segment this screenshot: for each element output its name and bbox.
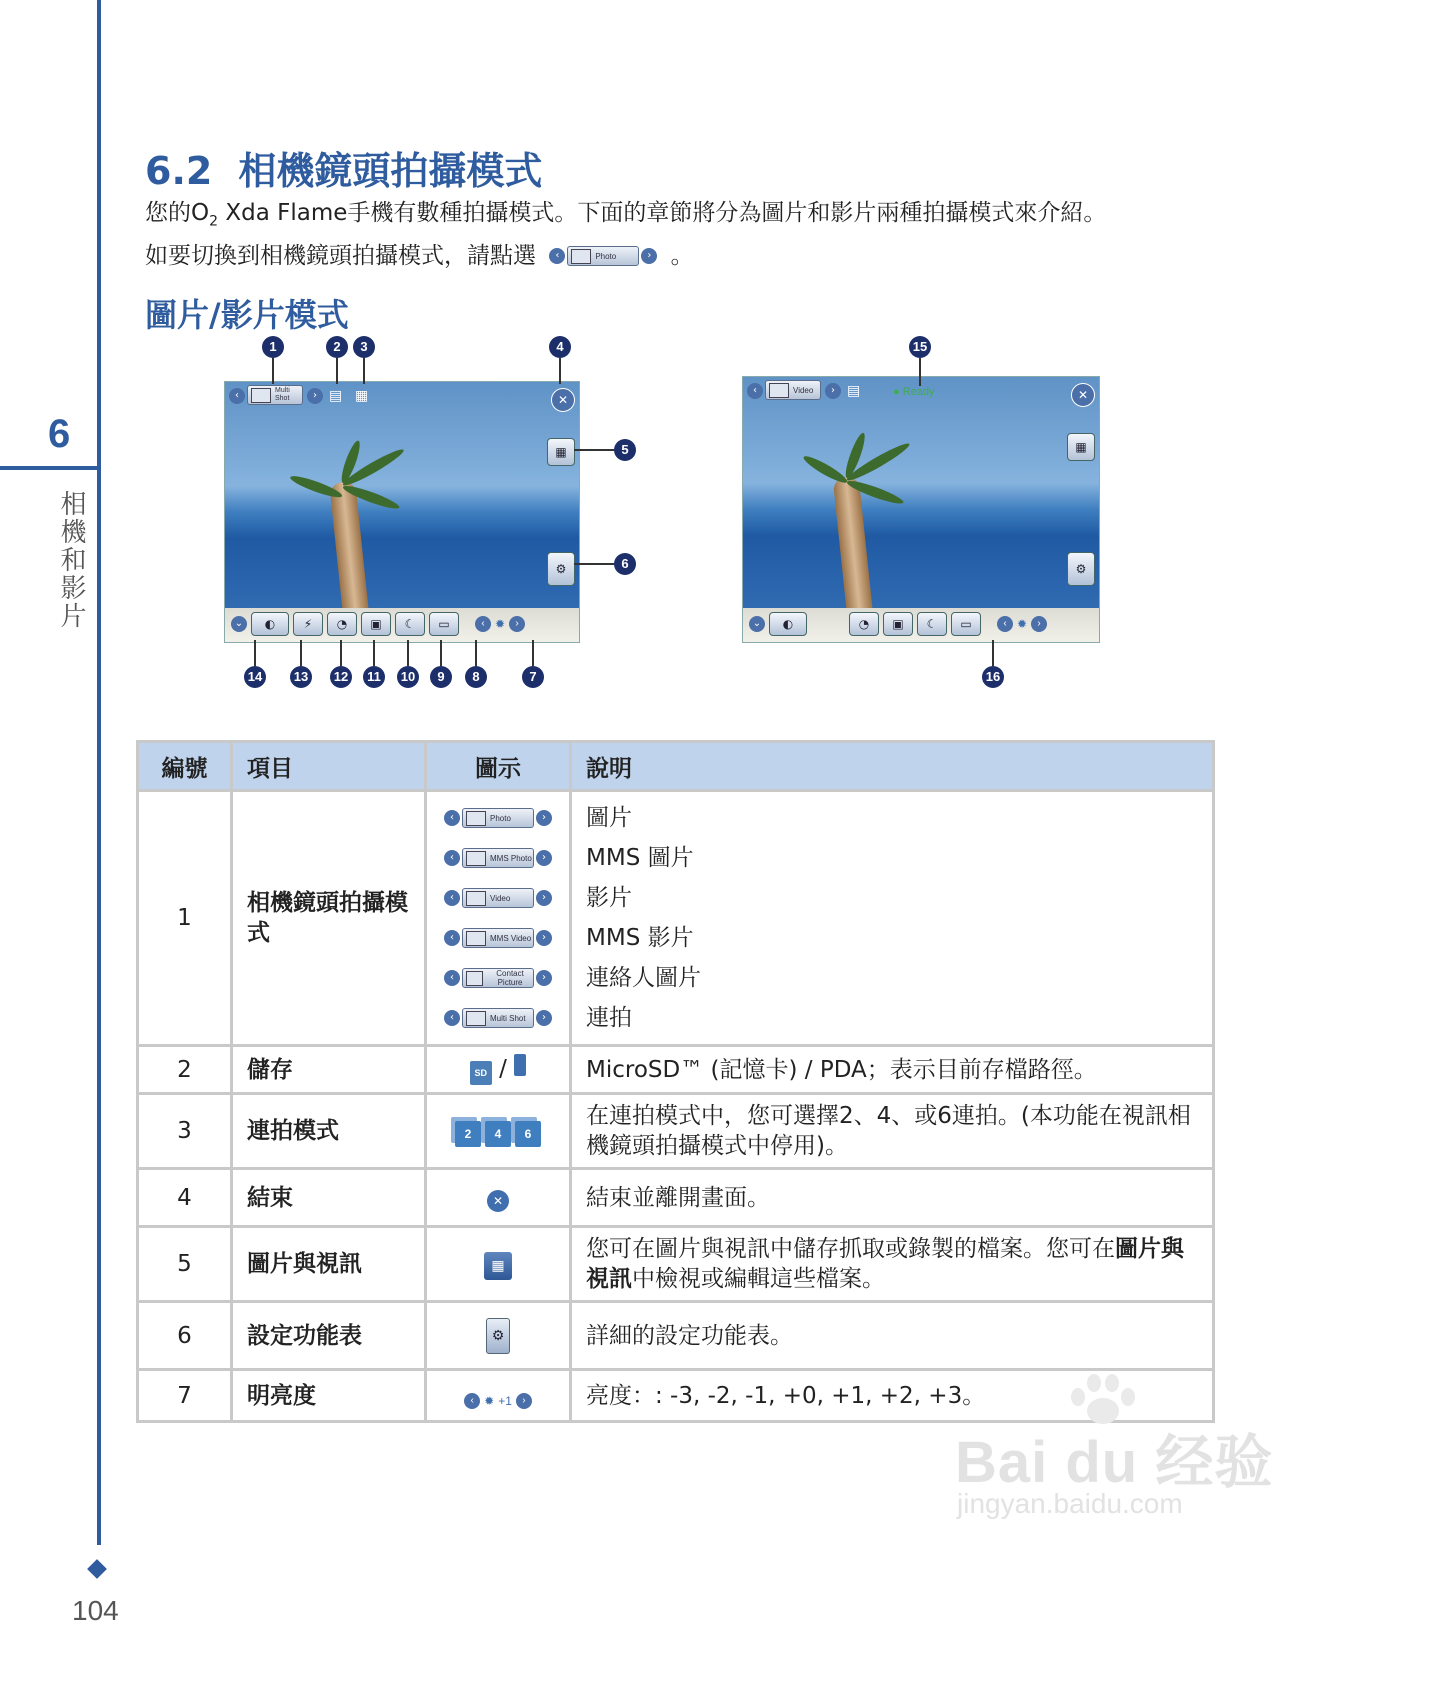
burst-2-icon: 2 — [455, 1121, 481, 1147]
row-description: 在連拍模式中，您可選擇2、4、或6連拍。(本功能在視訊相機鏡頭拍攝模式中停用)。 — [571, 1094, 1214, 1169]
close-button[interactable]: ✕ — [551, 388, 575, 412]
multi-shot-mode-icon: ‹ Multi Shot › — [444, 1008, 552, 1028]
row-number: 5 — [138, 1227, 232, 1302]
intro-text: 您的O — [145, 200, 210, 226]
callout-6: 6 — [614, 553, 636, 575]
callout-12: 12 — [330, 666, 352, 688]
leader-line — [300, 640, 302, 666]
zoom-button[interactable]: ▭ — [429, 612, 459, 636]
mode-prev-button[interactable]: ‹ — [747, 383, 763, 399]
intro-paragraph — [145, 196, 1106, 273]
row-number: 6 — [138, 1302, 232, 1370]
feature-table — [136, 740, 1215, 1423]
callout-4: 4 — [549, 336, 571, 358]
intro-line-1 — [145, 196, 1106, 239]
leader-line — [574, 449, 614, 451]
bottom-toolbar — [225, 606, 579, 642]
subsection-title: 圖片/影片模式 — [145, 296, 349, 334]
capture-mode-button[interactable]: ◐ — [769, 612, 807, 636]
leader-line — [559, 358, 561, 384]
row-item: 儲存 — [232, 1046, 426, 1094]
desc-line: MMS 影片 — [586, 925, 694, 951]
chapter-label: 相機和影片 — [56, 490, 86, 630]
row-icon — [426, 1302, 571, 1370]
callout-14: 14 — [244, 666, 266, 688]
close-icon: ✕ — [487, 1190, 509, 1212]
row-icon — [426, 1370, 571, 1422]
row-description: MicroSD™ (記憶卡) / PDA；表示目前存檔路徑。 — [571, 1046, 1214, 1094]
capture-mode-button[interactable]: ◐ — [251, 612, 289, 636]
callout-2: 2 — [326, 336, 348, 358]
row-description: 結束並離開畫面。 — [571, 1169, 1214, 1227]
toolbar-toggle-button[interactable]: ⌄ — [749, 616, 765, 632]
leader-line — [919, 358, 921, 386]
leader-line — [272, 358, 274, 384]
row-item: 結束 — [232, 1169, 426, 1227]
video-mode-icon: ‹ Video › — [444, 888, 552, 908]
row-description: 您可在圖片與視訊中儲存抓取或錄製的檔案。您可在圖片與視訊中檢視或編輯這些檔案。 — [571, 1227, 1214, 1302]
settings-button[interactable]: ⚙ — [547, 552, 575, 586]
section-title-text: 相機鏡頭拍攝模式 — [238, 149, 543, 193]
mode-next-button[interactable]: › — [825, 383, 841, 399]
row-description: 亮度：: -3, -2, -1, +0, +1, +2, +3。 — [571, 1370, 1214, 1422]
callout-15: 15 — [909, 336, 931, 358]
photo-mode-icon — [549, 246, 657, 266]
album-button[interactable]: ▦ — [547, 438, 575, 466]
mms-video-mode-icon: ‹ MMS Video › — [444, 928, 552, 948]
row-icon — [426, 1169, 571, 1227]
callout-10: 10 — [397, 666, 419, 688]
top-toolbar — [225, 382, 579, 412]
timer-button[interactable]: ◔ — [849, 612, 879, 636]
burst-4-icon: 4 — [485, 1121, 511, 1147]
brightness-control[interactable]: ‹ ✹ › — [997, 616, 1047, 632]
callout-7: 7 — [522, 666, 544, 688]
row-item: 圖片與視訊 — [232, 1227, 426, 1302]
callout-5: 5 — [614, 439, 636, 461]
resolution-button[interactable]: ▣ — [883, 612, 913, 636]
burst-mode-icon[interactable]: ▦ — [355, 388, 369, 404]
page-number: 104 — [72, 1595, 119, 1626]
row-item: 相機鏡頭拍攝模式 — [232, 791, 426, 1046]
album-button[interactable]: ▦ — [1067, 433, 1095, 461]
table-row — [138, 1302, 1214, 1370]
bottom-toolbar — [743, 606, 1099, 642]
header-number: 編號 — [138, 742, 232, 791]
microsd-icon: SD — [470, 1061, 492, 1085]
camera-icon: Photo — [567, 246, 639, 266]
callout-11: 11 — [363, 666, 385, 688]
row-number: 2 — [138, 1046, 232, 1094]
burst-6-icon: 6 — [515, 1121, 541, 1147]
leader-line — [532, 640, 534, 666]
album-icon: ▦ — [484, 1252, 512, 1280]
timer-button[interactable]: ◔ — [327, 612, 357, 636]
intro-line-2 — [145, 239, 1106, 273]
intro-text: 。 — [670, 242, 694, 269]
intro-subscript: 2 — [209, 213, 219, 230]
desc-line: MMS 圖片 — [586, 845, 694, 871]
night-mode-button[interactable]: ☾ — [395, 612, 425, 636]
row-item: 連拍模式 — [232, 1094, 426, 1169]
desc-line: 連拍 — [586, 1005, 632, 1031]
resolution-button[interactable]: ▣ — [361, 612, 391, 636]
recording-limit-button[interactable]: ▭ — [951, 612, 981, 636]
leader-line — [475, 640, 477, 666]
baidu-watermark — [955, 1370, 1275, 1540]
leader-line — [992, 640, 994, 666]
leader-line — [336, 358, 338, 384]
intro-text: Xda Flame手機有數種拍攝模式。下面的章節將分為圖片和影片兩種拍攝模式來介紹。 — [218, 200, 1107, 226]
callout-13: 13 — [290, 666, 312, 688]
leader-line — [340, 640, 342, 666]
desc-line: 連絡人圖片 — [586, 965, 701, 991]
section-title — [145, 140, 542, 195]
leader-line — [574, 563, 614, 565]
table-row — [138, 1094, 1214, 1169]
leader-line — [373, 640, 375, 666]
desc-line: 影片 — [586, 885, 632, 911]
settings-icon: ⚙ — [486, 1318, 510, 1354]
section-number: 6.2 — [145, 149, 213, 193]
brightness-control[interactable]: ‹ ✹ › — [475, 616, 525, 632]
callout-8: 8 — [465, 666, 487, 688]
night-mode-button[interactable]: ☾ — [917, 612, 947, 636]
table-row — [138, 791, 1214, 1046]
leader-line — [440, 640, 442, 666]
header-item: 項目 — [232, 742, 426, 791]
row-item: 明亮度 — [232, 1370, 426, 1422]
left-arrow-icon: ‹ — [549, 248, 565, 264]
leader-line — [407, 640, 409, 666]
row-description — [571, 791, 1214, 1046]
row-item: 設定功能表 — [232, 1302, 426, 1370]
table-row — [138, 1169, 1214, 1227]
row-icon — [426, 1046, 571, 1094]
mode-button[interactable]: Multi Shot — [247, 385, 303, 405]
row-icon — [426, 791, 571, 1046]
photo-mode-icon: ‹ Photo › — [444, 808, 552, 828]
right-arrow-icon: › — [641, 248, 657, 264]
status-indicator: ● Ready — [893, 386, 935, 398]
table-row — [138, 1227, 1214, 1302]
callout-9: 9 — [430, 666, 452, 688]
storage-icon[interactable]: ▤ — [329, 388, 343, 404]
mode-button[interactable]: Video — [765, 380, 821, 400]
toolbar-toggle-button[interactable]: ⌄ — [231, 616, 247, 632]
leader-line — [363, 358, 365, 384]
row-number: 7 — [138, 1370, 232, 1422]
row-number: 1 — [138, 791, 232, 1046]
row-icon — [426, 1094, 571, 1169]
storage-icon[interactable]: ▤ — [847, 383, 861, 399]
chapter-divider — [0, 466, 100, 470]
camera-screen-video — [742, 376, 1100, 643]
header-icon: 圖示 — [426, 742, 571, 791]
settings-button[interactable]: ⚙ — [1067, 552, 1095, 586]
camera-screen-photo — [224, 381, 580, 643]
callout-1: 1 — [262, 336, 284, 358]
pda-icon — [514, 1054, 526, 1076]
sidebar-rule — [97, 0, 101, 1545]
row-number: 4 — [138, 1169, 232, 1227]
desc-line: 圖片 — [586, 805, 632, 831]
close-button[interactable]: ✕ — [1071, 383, 1095, 407]
callout-16: 16 — [982, 666, 1004, 688]
icon-separator: / — [499, 1056, 507, 1082]
watermark-url: jingyan.baidu.com — [957, 1488, 1183, 1519]
brightness-icon: ‹ ✹ +1 › — [464, 1393, 532, 1409]
intro-text: 如要切換到相機鏡頭拍攝模式，請點選 — [145, 242, 536, 269]
flash-button[interactable]: ⚡ — [293, 612, 323, 636]
mode-next-button[interactable]: › — [307, 388, 323, 404]
row-description: 詳細的設定功能表。 — [571, 1302, 1214, 1370]
row-number: 3 — [138, 1094, 232, 1169]
leader-line — [254, 640, 256, 666]
diamond-icon — [87, 1559, 107, 1579]
watermark-logo: Bai du 经验 — [955, 1430, 1274, 1495]
header-description: 說明 — [571, 742, 1214, 791]
row-icon — [426, 1227, 571, 1302]
mode-prev-button[interactable]: ‹ — [229, 388, 245, 404]
chapter-number: 6 — [48, 412, 71, 456]
top-toolbar — [743, 377, 1099, 407]
callout-3: 3 — [353, 336, 375, 358]
mms-photo-mode-icon: ‹ MMS Photo › — [444, 848, 552, 868]
contact-picture-mode-icon: ‹ Contact Picture › — [444, 968, 552, 988]
table-header-row — [138, 742, 1214, 791]
table-row — [138, 1046, 1214, 1094]
